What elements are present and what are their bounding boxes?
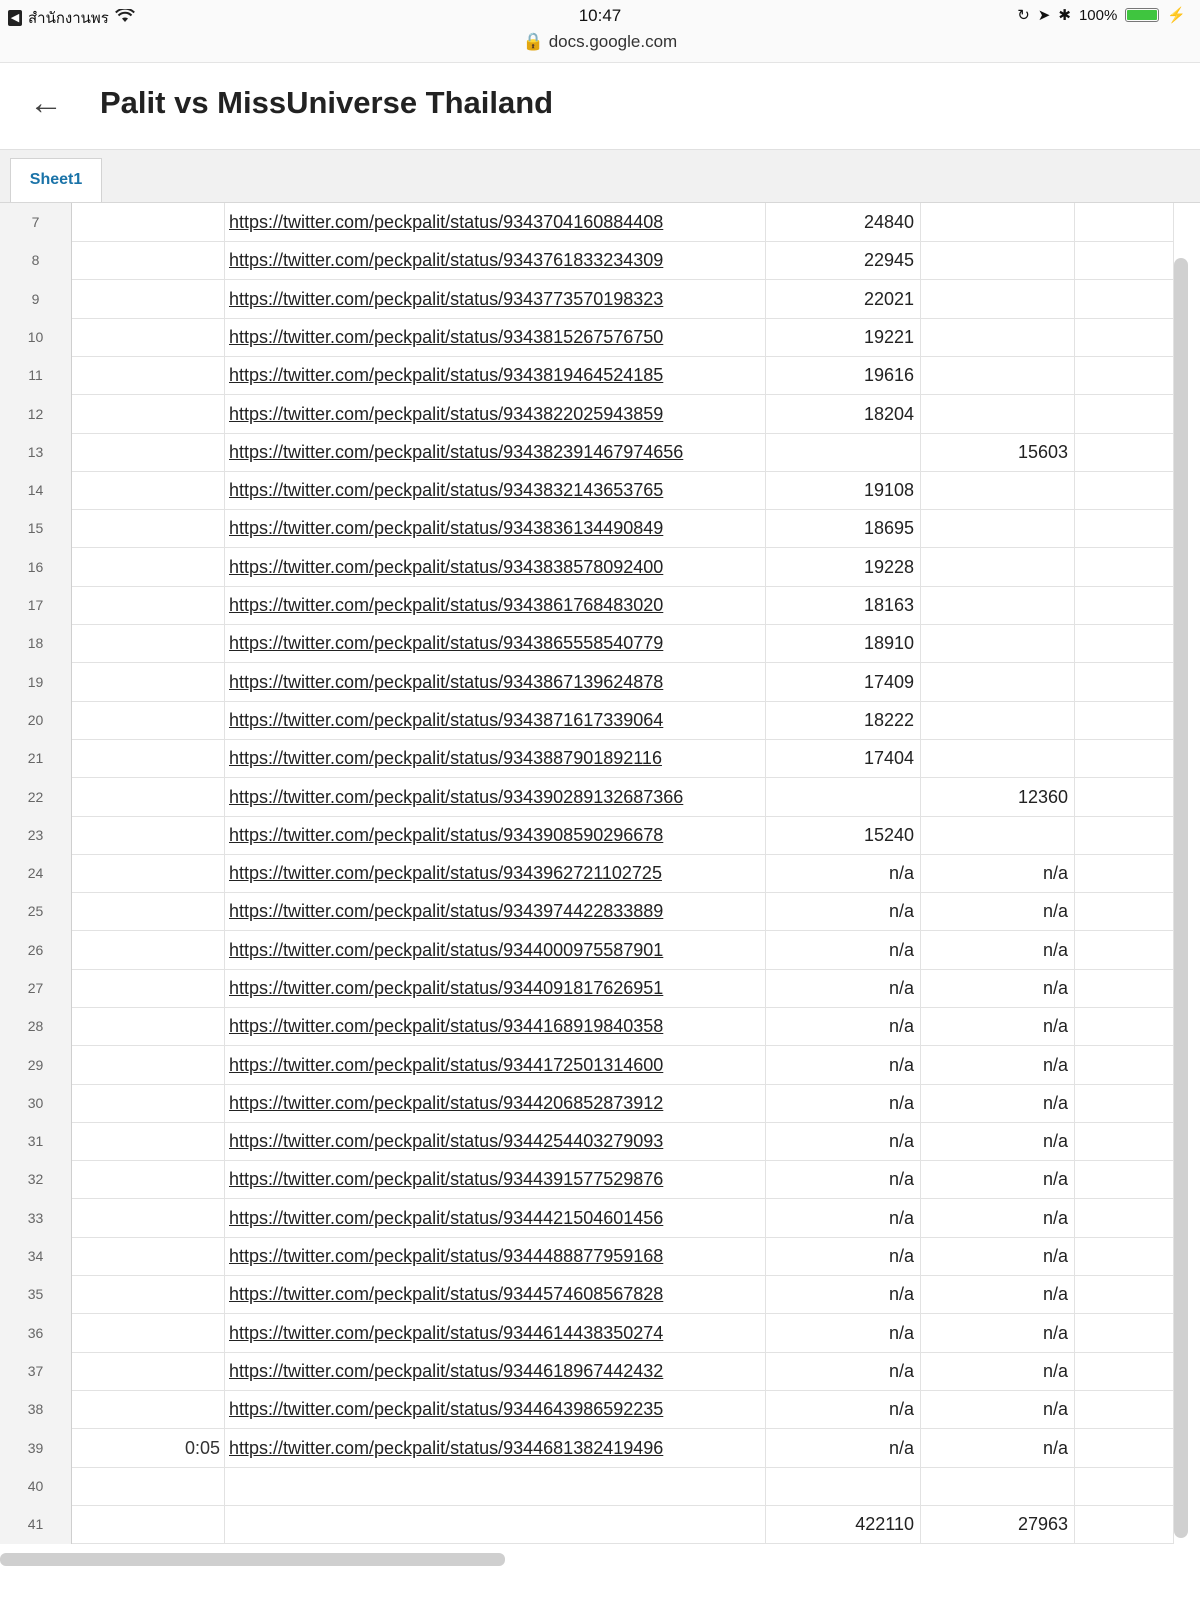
- row-number: 34: [0, 1237, 72, 1276]
- cell-count[interactable]: n/a: [766, 1237, 921, 1276]
- cell-count-alt[interactable]: n/a: [921, 1160, 1075, 1199]
- cell-time[interactable]: [72, 1160, 225, 1199]
- cell-empty[interactable]: [1075, 701, 1174, 740]
- cell-empty[interactable]: [1075, 1160, 1174, 1199]
- cell-empty[interactable]: [1075, 203, 1174, 242]
- cell-count[interactable]: [766, 1467, 921, 1506]
- cell-empty[interactable]: [1075, 854, 1174, 893]
- cell-count[interactable]: 18222: [766, 701, 921, 740]
- tab-sheet1[interactable]: Sheet1: [10, 158, 102, 202]
- cell-count-alt[interactable]: n/a: [921, 1237, 1075, 1276]
- row-number: 35: [0, 1275, 72, 1314]
- row-number: 40: [0, 1467, 72, 1506]
- table-row: [0, 471, 1174, 510]
- table-row: [0, 854, 1174, 893]
- cell-count-alt[interactable]: [921, 663, 1075, 702]
- cell-count[interactable]: n/a: [766, 1007, 921, 1046]
- cell-empty[interactable]: [1075, 1390, 1174, 1429]
- cell-count[interactable]: n/a: [766, 1084, 921, 1123]
- carrier-label: สำนักงานพร: [28, 10, 109, 27]
- cell-empty[interactable]: [1075, 1084, 1174, 1123]
- cell-time[interactable]: [72, 1007, 225, 1046]
- cell-time[interactable]: [72, 356, 225, 395]
- row-number: 18: [0, 624, 72, 663]
- row-number: 8: [0, 241, 72, 280]
- cell-link[interactable]: https://twitter.com/peckpalit/status/9344681382419496: [225, 1429, 766, 1468]
- cell-link[interactable]: https://twitter.com/peckpalit/status/9343836134490849: [225, 509, 766, 548]
- table-row: [0, 509, 1174, 548]
- table-row: [0, 1084, 1174, 1123]
- cell-empty[interactable]: [1075, 778, 1174, 817]
- cell-count[interactable]: n/a: [766, 892, 921, 931]
- cell-time[interactable]: [72, 1352, 225, 1391]
- cell-count[interactable]: n/a: [766, 1122, 921, 1161]
- cell-count-alt[interactable]: 12360: [921, 778, 1075, 817]
- cell-empty[interactable]: [1075, 969, 1174, 1008]
- cell-count-alt[interactable]: [921, 203, 1075, 242]
- cell-time[interactable]: [72, 548, 225, 587]
- cell-empty[interactable]: [1075, 1275, 1174, 1314]
- cell-empty[interactable]: [1075, 318, 1174, 357]
- battery-fill: [1127, 10, 1157, 20]
- cell-empty[interactable]: [1075, 356, 1174, 395]
- cell-empty[interactable]: [1075, 663, 1174, 702]
- cell-link[interactable]: https://twitter.com/peckpalit/status/9344614438350274: [225, 1314, 766, 1353]
- address-bar[interactable]: [0, 32, 1200, 52]
- clock-time: 10:47: [578, 6, 622, 25]
- status-bar: [0, 0, 1200, 63]
- row-number: 36: [0, 1314, 72, 1353]
- row-number: 25: [0, 892, 72, 931]
- cell-count-alt[interactable]: n/a: [921, 1046, 1075, 1085]
- battery-percent: 100%: [1078, 6, 1118, 24]
- cell-count[interactable]: n/a: [766, 1160, 921, 1199]
- cell-link[interactable]: https://twitter.com/peckpalit/status/9343815267576750: [225, 318, 766, 357]
- row-number: 19: [0, 663, 72, 702]
- cell-empty[interactable]: [1075, 241, 1174, 280]
- row-number: 33: [0, 1199, 72, 1238]
- cell-time[interactable]: [72, 586, 225, 625]
- cell-empty[interactable]: [1075, 395, 1174, 434]
- row-number: 12: [0, 395, 72, 434]
- cell-count-alt[interactable]: n/a: [921, 969, 1075, 1008]
- cell-time[interactable]: [72, 739, 225, 778]
- row-number: 28: [0, 1007, 72, 1046]
- cell-count-alt[interactable]: n/a: [921, 892, 1075, 931]
- table-row: [0, 1352, 1174, 1391]
- cell-count-alt[interactable]: 15603: [921, 433, 1075, 472]
- cell-count[interactable]: 17409: [766, 663, 921, 702]
- cell-link[interactable]: https://twitter.com/peckpalit/status/9343887901892116: [225, 739, 766, 778]
- cell-link[interactable]: https://twitter.com/peckpalit/status/9344391577529876: [225, 1160, 766, 1199]
- cell-link[interactable]: https://twitter.com/peckpalit/status/9343871617339064: [225, 701, 766, 740]
- table-row: [0, 1199, 1174, 1238]
- cell-empty[interactable]: [1075, 548, 1174, 587]
- cell-link[interactable]: https://twitter.com/peckpalit/status/9343819464524185: [225, 356, 766, 395]
- cell-count-alt[interactable]: [921, 395, 1075, 434]
- table-row: [0, 1275, 1174, 1314]
- cell-count[interactable]: 19108: [766, 471, 921, 510]
- row-number: 24: [0, 854, 72, 893]
- cell-time[interactable]: [72, 395, 225, 434]
- row-number: 21: [0, 739, 72, 778]
- cell-count[interactable]: n/a: [766, 1390, 921, 1429]
- cell-count-alt[interactable]: n/a: [921, 1122, 1075, 1161]
- table-row: [0, 1007, 1174, 1046]
- cell-count-alt[interactable]: n/a: [921, 1429, 1075, 1468]
- cell-count[interactable]: 19221: [766, 318, 921, 357]
- table-row: [0, 969, 1174, 1008]
- cell-time[interactable]: [72, 1505, 225, 1544]
- cell-count-alt[interactable]: n/a: [921, 931, 1075, 970]
- row-number: 7: [0, 203, 72, 242]
- cell-time[interactable]: [72, 509, 225, 548]
- row-number: 41: [0, 1505, 72, 1544]
- cell-empty[interactable]: [1075, 280, 1174, 319]
- cell-time[interactable]: [72, 816, 225, 855]
- cell-count[interactable]: 15240: [766, 816, 921, 855]
- cell-link[interactable]: https://twitter.com/peckpalit/status/9343908590296678: [225, 816, 766, 855]
- cell-time[interactable]: [72, 1046, 225, 1085]
- cell-time[interactable]: [72, 1275, 225, 1314]
- orientation-lock-icon: ↻: [1017, 7, 1030, 24]
- row-number: 26: [0, 931, 72, 970]
- cell-count[interactable]: 18910: [766, 624, 921, 663]
- row-number: 10: [0, 318, 72, 357]
- cell-time[interactable]: [72, 701, 225, 740]
- location-icon: ➤: [1037, 7, 1051, 24]
- cell-time[interactable]: [72, 854, 225, 893]
- cell-count-alt[interactable]: [921, 586, 1075, 625]
- table-row: [0, 1390, 1174, 1429]
- cell-count[interactable]: n/a: [766, 969, 921, 1008]
- cell-time[interactable]: [72, 892, 225, 931]
- row-number: 32: [0, 1160, 72, 1199]
- cell-count[interactable]: 18163: [766, 586, 921, 625]
- cell-time[interactable]: [72, 969, 225, 1008]
- table-row: [0, 1160, 1174, 1199]
- row-number: 20: [0, 701, 72, 740]
- cell-time[interactable]: [72, 241, 225, 280]
- cell-link[interactable]: https://twitter.com/peckpalit/status/9344168919840358: [225, 1007, 766, 1046]
- cell-time[interactable]: [72, 778, 225, 817]
- cell-link[interactable]: https://twitter.com/peckpalit/status/9344488877959168: [225, 1237, 766, 1276]
- cell-link[interactable]: https://twitter.com/peckpalit/status/9344000975587901: [225, 931, 766, 970]
- table-row: [0, 241, 1174, 280]
- cell-link[interactable]: https://twitter.com/peckpalit/status/9344091817626951: [225, 969, 766, 1008]
- cell-count-alt[interactable]: n/a: [921, 1275, 1075, 1314]
- cell-count-alt[interactable]: [921, 816, 1075, 855]
- cell-count-alt[interactable]: n/a: [921, 854, 1075, 893]
- cell-time[interactable]: [72, 203, 225, 242]
- cell-count-alt[interactable]: n/a: [921, 1352, 1075, 1391]
- cell-time[interactable]: [72, 1467, 225, 1506]
- arrow-left-icon: ←: [29, 84, 63, 122]
- cell-count-alt[interactable]: [921, 241, 1075, 280]
- cell-count[interactable]: 18204: [766, 395, 921, 434]
- table-row: [0, 280, 1174, 319]
- row-number: 23: [0, 816, 72, 855]
- row-number: 38: [0, 1390, 72, 1429]
- table-row: [0, 663, 1174, 702]
- table-row: [0, 1237, 1174, 1276]
- table-row: [0, 624, 1174, 663]
- cell-link[interactable]: https://twitter.com/peckpalit/status/9344421504601456: [225, 1199, 766, 1238]
- cell-empty[interactable]: [1075, 1007, 1174, 1046]
- cell-link[interactable]: https://twitter.com/peckpalit/status/9343832143653765: [225, 471, 766, 510]
- cell-link[interactable]: https://twitter.com/peckpalit/status/9343838578092400: [225, 548, 766, 587]
- cell-count-alt[interactable]: n/a: [921, 1199, 1075, 1238]
- cell-link[interactable]: [225, 1505, 766, 1544]
- table-row: [0, 1467, 1174, 1506]
- cell-count[interactable]: n/a: [766, 1046, 921, 1085]
- cell-count-alt[interactable]: [921, 471, 1075, 510]
- row-number: 15: [0, 509, 72, 548]
- bluetooth-icon: ✱: [1058, 7, 1071, 24]
- cell-count-alt[interactable]: [921, 548, 1075, 587]
- cell-empty[interactable]: [1075, 1467, 1174, 1506]
- cell-count-alt[interactable]: [921, 1467, 1075, 1506]
- cell-empty[interactable]: [1075, 1237, 1174, 1276]
- table-row: [0, 318, 1174, 357]
- cell-link[interactable]: https://twitter.com/peckpalit/status/9344618967442432: [225, 1352, 766, 1391]
- cell-link[interactable]: https://twitter.com/peckpalit/status/9343861768483020: [225, 586, 766, 625]
- cell-count-alt[interactable]: n/a: [921, 1314, 1075, 1353]
- row-number: 37: [0, 1352, 72, 1391]
- cell-empty[interactable]: [1075, 1352, 1174, 1391]
- row-number: 27: [0, 969, 72, 1008]
- cell-count-alt[interactable]: 27963: [921, 1505, 1075, 1544]
- cell-count[interactable]: 18695: [766, 509, 921, 548]
- lock-icon: 🔒: [522, 32, 544, 51]
- table-row: [0, 778, 1174, 817]
- table-row: [0, 356, 1174, 395]
- table-row: [0, 931, 1174, 970]
- table-row: [0, 1122, 1174, 1161]
- cell-count[interactable]: 22945: [766, 241, 921, 280]
- cell-link[interactable]: https://twitter.com/peckpalit/status/9343761833234309: [225, 241, 766, 280]
- cell-link[interactable]: https://twitter.com/peckpalit/status/9343822025943859: [225, 395, 766, 434]
- cell-link[interactable]: https://twitter.com/peckpalit/status/9343865558540779: [225, 624, 766, 663]
- cell-count[interactable]: 22021: [766, 280, 921, 319]
- row-number: 22: [0, 778, 72, 817]
- cell-link[interactable]: https://twitter.com/peckpalit/status/934382391467974656: [225, 433, 766, 472]
- cell-count-alt[interactable]: [921, 509, 1075, 548]
- row-number: 11: [0, 356, 72, 395]
- table-row: [0, 701, 1174, 740]
- cell-empty[interactable]: [1075, 1429, 1174, 1468]
- cell-count[interactable]: n/a: [766, 1429, 921, 1468]
- table-row: [0, 1046, 1174, 1085]
- cell-count-alt[interactable]: [921, 701, 1075, 740]
- cell-link[interactable]: https://twitter.com/peckpalit/status/9343962721102725: [225, 854, 766, 893]
- cell-empty[interactable]: [1075, 1199, 1174, 1238]
- table-row: [0, 892, 1174, 931]
- cell-time[interactable]: [72, 624, 225, 663]
- cell-link[interactable]: https://twitter.com/peckpalit/status/9343704160884408: [225, 203, 766, 242]
- sheet-tab-bar: [0, 150, 1200, 203]
- cell-count-alt[interactable]: n/a: [921, 1084, 1075, 1123]
- charging-icon: ⚡: [1167, 7, 1186, 24]
- cell-time[interactable]: [72, 1390, 225, 1429]
- cell-count[interactable]: 17404: [766, 739, 921, 778]
- cell-link[interactable]: https://twitter.com/peckpalit/status/9344206852873912: [225, 1084, 766, 1123]
- table-row: [0, 433, 1174, 472]
- row-number: 39: [0, 1429, 72, 1468]
- cell-link[interactable]: https://twitter.com/peckpalit/status/9343773570198323: [225, 280, 766, 319]
- cell-count-alt[interactable]: [921, 280, 1075, 319]
- cell-time[interactable]: [72, 1122, 225, 1161]
- cell-count[interactable]: 24840: [766, 203, 921, 242]
- cell-empty[interactable]: [1075, 892, 1174, 931]
- status-bar-right: [1017, 6, 1186, 24]
- row-number: 9: [0, 280, 72, 319]
- table-row: [0, 586, 1174, 625]
- cell-time[interactable]: 0:05: [72, 1429, 225, 1468]
- cell-time[interactable]: [72, 663, 225, 702]
- cell-link[interactable]: [225, 1467, 766, 1506]
- cell-count[interactable]: n/a: [766, 1314, 921, 1353]
- url-text: docs.google.com: [548, 32, 678, 51]
- cell-count[interactable]: [766, 433, 921, 472]
- row-number: 31: [0, 1122, 72, 1161]
- cell-empty[interactable]: [1075, 816, 1174, 855]
- row-number: 14: [0, 471, 72, 510]
- cell-time[interactable]: [72, 433, 225, 472]
- cell-time[interactable]: [72, 1314, 225, 1353]
- cell-count[interactable]: n/a: [766, 1199, 921, 1238]
- cell-link[interactable]: https://twitter.com/peckpalit/status/9344574608567828: [225, 1275, 766, 1314]
- cell-link[interactable]: https://twitter.com/peckpalit/status/9344643986592235: [225, 1390, 766, 1429]
- document-header: [0, 63, 1200, 150]
- row-number: 17: [0, 586, 72, 625]
- cell-count[interactable]: n/a: [766, 854, 921, 893]
- row-number: 30: [0, 1084, 72, 1123]
- cell-count[interactable]: 422110: [766, 1505, 921, 1544]
- table-row: [0, 1505, 1174, 1544]
- table-row: [0, 395, 1174, 434]
- cell-empty[interactable]: [1075, 739, 1174, 778]
- cell-count[interactable]: n/a: [766, 1352, 921, 1391]
- cell-time[interactable]: [72, 318, 225, 357]
- table-row: [0, 816, 1174, 855]
- cell-count-alt[interactable]: [921, 318, 1075, 357]
- spreadsheet-grid: [0, 203, 1174, 1548]
- cell-count[interactable]: 19228: [766, 548, 921, 587]
- cell-empty[interactable]: [1075, 471, 1174, 510]
- table-row: [0, 548, 1174, 587]
- cell-count[interactable]: [766, 778, 921, 817]
- cell-time[interactable]: [72, 280, 225, 319]
- cell-count-alt[interactable]: [921, 624, 1075, 663]
- cell-time[interactable]: [72, 1199, 225, 1238]
- cell-empty[interactable]: [1075, 931, 1174, 970]
- cell-time[interactable]: [72, 471, 225, 510]
- table-row: [0, 1314, 1174, 1353]
- cell-empty[interactable]: [1075, 509, 1174, 548]
- cell-count[interactable]: 19616: [766, 356, 921, 395]
- cell-link[interactable]: https://twitter.com/peckpalit/status/9344172501314600: [225, 1046, 766, 1085]
- cell-empty[interactable]: [1075, 1122, 1174, 1161]
- cell-count-alt[interactable]: [921, 739, 1075, 778]
- cell-link[interactable]: https://twitter.com/peckpalit/status/9344254403279093: [225, 1122, 766, 1161]
- cell-empty[interactable]: [1075, 1314, 1174, 1353]
- row-number: 16: [0, 548, 72, 587]
- app-switch-icon[interactable]: ◀: [8, 10, 22, 26]
- vertical-scrollbar[interactable]: [1174, 258, 1188, 1538]
- cell-count[interactable]: n/a: [766, 1275, 921, 1314]
- cell-count-alt[interactable]: n/a: [921, 1007, 1075, 1046]
- back-button[interactable]: [26, 83, 66, 123]
- cell-empty[interactable]: [1075, 586, 1174, 625]
- cell-empty[interactable]: [1075, 433, 1174, 472]
- cell-link[interactable]: https://twitter.com/peckpalit/status/934390289132687366: [225, 778, 766, 817]
- cell-empty[interactable]: [1075, 1046, 1174, 1085]
- cell-link[interactable]: https://twitter.com/peckpalit/status/9343974422833889: [225, 892, 766, 931]
- cell-time[interactable]: [72, 931, 225, 970]
- cell-count-alt[interactable]: n/a: [921, 1390, 1075, 1429]
- row-number: 29: [0, 1046, 72, 1085]
- table-row: [0, 1429, 1174, 1468]
- cell-empty[interactable]: [1075, 624, 1174, 663]
- cell-time[interactable]: [72, 1084, 225, 1123]
- cell-empty[interactable]: [1075, 1505, 1174, 1544]
- cell-count-alt[interactable]: [921, 356, 1075, 395]
- cell-count[interactable]: n/a: [766, 931, 921, 970]
- table-row: [0, 739, 1174, 778]
- horizontal-scrollbar[interactable]: [0, 1553, 505, 1566]
- battery-icon: [1125, 8, 1159, 22]
- row-number: 13: [0, 433, 72, 472]
- table-row: [0, 203, 1174, 242]
- cell-link[interactable]: https://twitter.com/peckpalit/status/9343867139624878: [225, 663, 766, 702]
- cell-time[interactable]: [72, 1237, 225, 1276]
- document-title: Palit vs MissUniverse Thailand: [100, 85, 554, 120]
